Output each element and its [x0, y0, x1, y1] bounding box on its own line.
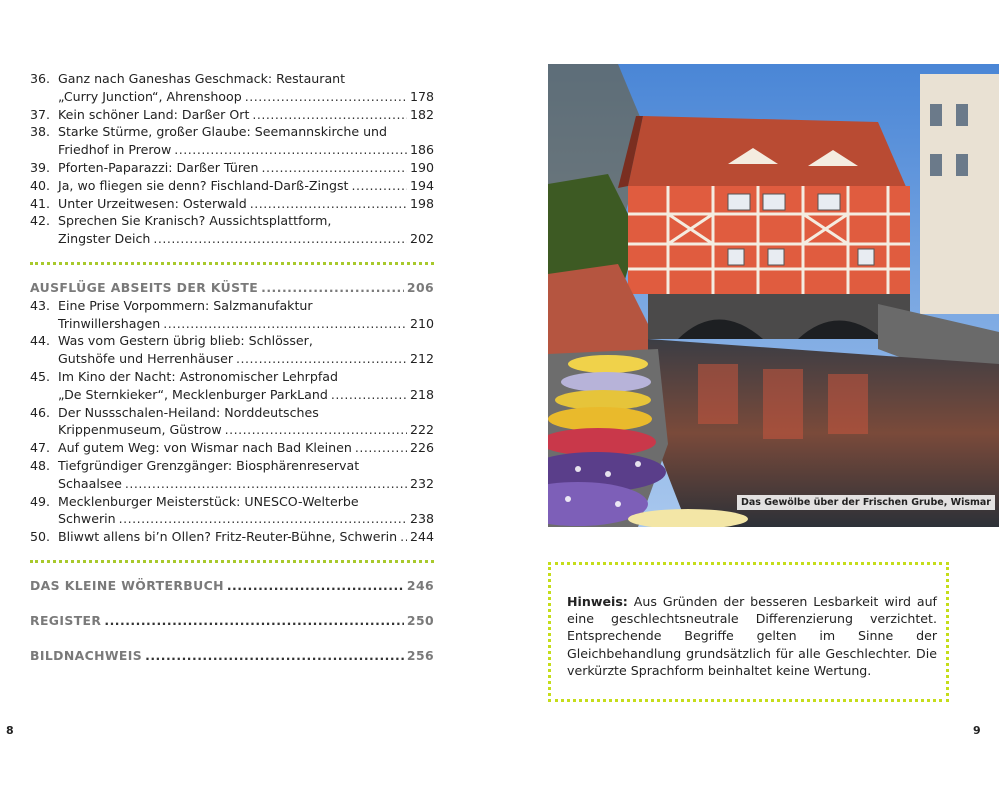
toc-entry-title: Im Kino der Nacht: Astronomischer Lehrpfad	[58, 368, 338, 384]
appendix-page-number: 256	[406, 647, 434, 663]
toc-entry-title: Mecklenburger Meisterstück: UNESCO-Welterbe	[58, 493, 359, 509]
section-heading[interactable]	[30, 279, 434, 297]
toc-entry-number: 38.	[30, 124, 51, 140]
toc-entry-line	[30, 195, 434, 213]
appendix-page-number: 246	[406, 577, 434, 593]
toc-entry-title: Starke Stürme, großer Glaube: Seemannskirche und	[58, 124, 388, 140]
toc-entry-title: Unter Urzeitwesen: Osterwald	[58, 195, 247, 211]
dot-leader	[236, 350, 407, 368]
photo-caption: Das Gewölbe über der Frischen Grube, Wismar	[737, 495, 995, 510]
toc-entry-title: Krippenmuseum, Güstrow	[58, 422, 222, 438]
appendix-title: REGISTER	[30, 612, 102, 628]
toc-entry-line	[30, 141, 434, 159]
toc-entry-line	[30, 528, 434, 546]
toc-entry-line	[30, 159, 434, 177]
appendix-page-number: 250	[406, 612, 434, 628]
toc-entry[interactable]	[30, 528, 434, 546]
toc-entry-title: „De Sternkieker“, Mecklenburger ParkLand	[58, 386, 328, 402]
toc-entry-number: 48.	[30, 457, 51, 473]
toc-entry-page-number: 202	[409, 231, 434, 247]
section-page-number: 206	[406, 279, 434, 295]
toc-entry[interactable]	[30, 332, 434, 368]
toc-entry[interactable]	[30, 212, 434, 248]
toc-entry-page-number: 232	[409, 475, 434, 491]
dot-leader	[400, 528, 407, 546]
photo-half-timbered-building	[548, 64, 999, 527]
toc-entry-number: 45.	[30, 368, 51, 384]
dot-leader	[153, 230, 407, 248]
appendix-list	[30, 577, 434, 664]
toc-entry-title: Sprechen Sie Kranisch? Aussichtsplattform,	[58, 213, 332, 229]
toc-entry-line	[30, 350, 434, 368]
toc-entry-line	[30, 123, 434, 141]
toc-entry[interactable]	[30, 177, 434, 195]
dot-leader	[355, 439, 407, 457]
toc-entry-page-number: 226	[409, 440, 434, 456]
toc-entry-number: 37.	[30, 106, 51, 122]
toc-entry-title: Auf gutem Weg: von Wismar nach Bad Kleinen	[58, 440, 352, 456]
toc-entry-line	[30, 106, 434, 124]
dotted-divider	[30, 262, 434, 265]
toc-entry[interactable]	[30, 195, 434, 213]
toc-entry[interactable]	[30, 493, 434, 529]
dotted-divider	[30, 560, 434, 563]
dot-leader	[252, 106, 407, 124]
dot-leader	[352, 177, 407, 195]
toc-entry-line	[30, 368, 434, 386]
toc-entry-line	[30, 493, 434, 511]
section-title: AUSFLÜGE ABSEITS DER KÜSTE	[30, 279, 259, 295]
page-number-left: 8	[6, 724, 14, 737]
toc-entry-number: 41.	[30, 195, 51, 211]
toc-entry-number: 39.	[30, 159, 51, 175]
toc-entry-title: Ja, wo fliegen sie denn? Fischland-Darß-Zingst	[58, 177, 349, 193]
toc-entry-title: Kein schöner Land: Darßer Ort	[58, 106, 250, 122]
right-page	[500, 0, 1000, 800]
toc-entry-title: Friedhof in Prerow	[58, 142, 172, 158]
dot-leader	[245, 88, 407, 106]
toc-entry-page-number: 210	[409, 315, 434, 331]
toc-entry-title: Zingster Deich	[58, 231, 151, 247]
toc-entry-number: 44.	[30, 333, 51, 349]
toc-entry[interactable]	[30, 457, 434, 493]
toc-entry-number: 49.	[30, 493, 51, 509]
toc-entry[interactable]	[30, 297, 434, 333]
toc-entry-title: Trinwillershagen	[58, 315, 161, 331]
toc-entry-line	[30, 386, 434, 404]
note-box	[548, 562, 949, 702]
dot-leader	[163, 315, 407, 333]
toc-entry-title: Schwerin	[58, 511, 116, 527]
dot-leader	[174, 141, 407, 159]
toc-entry-line	[30, 177, 434, 195]
toc-entry-number: 42.	[30, 213, 51, 229]
toc-entry[interactable]	[30, 123, 434, 159]
toc-entry-line	[30, 297, 434, 315]
dot-leader	[125, 475, 407, 493]
toc-entry-line	[30, 510, 434, 528]
toc-entry-title: Eine Prise Vorpommern: Salzmanufaktur	[58, 297, 313, 313]
toc-entry-line	[30, 421, 434, 439]
toc-entry-title: „Curry Junction“, Ahrenshoop	[58, 88, 242, 104]
toc-entry-line	[30, 332, 434, 350]
table-of-contents	[30, 70, 434, 681]
toc-entry-number: 47.	[30, 440, 51, 456]
note-text-block	[567, 593, 937, 679]
toc-entry-line	[30, 439, 434, 457]
toc-entry-line	[30, 230, 434, 248]
toc-entry-page-number: 212	[409, 351, 434, 367]
toc-entry-page-number: 218	[409, 386, 434, 402]
note-label: Hinweis:	[567, 594, 628, 609]
toc-group-coast	[30, 70, 434, 248]
appendix-entry[interactable]	[30, 577, 434, 595]
dot-leader	[104, 612, 404, 630]
dot-leader	[250, 195, 407, 213]
appendix-title: DAS KLEINE WÖRTERBUCH	[30, 577, 224, 593]
toc-entry-line	[30, 457, 434, 475]
appendix-entry[interactable]	[30, 612, 434, 630]
toc-entry-number: 40.	[30, 177, 51, 193]
toc-entry-page-number: 182	[409, 106, 434, 122]
appendix-title: BILDNACHWEIS	[30, 647, 143, 663]
toc-entry[interactable]	[30, 106, 434, 124]
toc-entry-line	[30, 475, 434, 493]
toc-entry-page-number: 178	[409, 88, 434, 104]
toc-entry-page-number: 198	[409, 195, 434, 211]
toc-entry-title: Schaalsee	[58, 475, 122, 491]
toc-entry-line	[30, 88, 434, 106]
toc-entry-title: Pforten-Paparazzi: Darßer Türen	[58, 159, 259, 175]
dot-leader	[261, 279, 404, 297]
toc-entry-number: 46.	[30, 404, 51, 420]
toc-entry-title: Tiefgründiger Grenzgänger: Biosphärenreservat	[58, 457, 360, 473]
appendix-entry[interactable]	[30, 647, 434, 665]
toc-entry[interactable]	[30, 439, 434, 457]
toc-entry-line	[30, 315, 434, 333]
dot-leader	[261, 159, 406, 177]
dot-leader	[331, 386, 407, 404]
toc-entry-line	[30, 212, 434, 230]
toc-entry[interactable]	[30, 70, 434, 106]
toc-entry-title: Der Nussschalen-Heiland: Norddeutsches	[58, 404, 319, 420]
toc-group-excursions	[30, 297, 434, 546]
dot-leader	[225, 421, 407, 439]
toc-entry-line	[30, 70, 434, 88]
toc-entry-number: 43.	[30, 297, 51, 313]
toc-entry-page-number: 238	[409, 511, 434, 527]
toc-entry-number: 36.	[30, 71, 51, 86]
dot-leader	[145, 647, 404, 665]
toc-entry-title: Was vom Gestern übrig blieb: Schlösser,	[58, 333, 313, 349]
note-body: Aus Gründen der besseren Lesbarkeit wird auf eine geschlechtsneutrale Differenzierung verzichtet. Entsprechende Begriffe gelten im Sinne der Gleichbehandlung grundsätzlich für alle Geschlechter. Die verkürzte Sprachform beinhaltet keine Wertung.	[567, 594, 937, 678]
toc-entry-line	[30, 404, 434, 422]
toc-entry[interactable]	[30, 159, 434, 177]
dot-leader	[227, 577, 404, 595]
toc-entry-page-number: 244	[409, 529, 434, 545]
toc-entry[interactable]	[30, 368, 434, 404]
toc-entry-page-number: 222	[409, 422, 434, 438]
page-number-right: 9	[973, 724, 981, 737]
toc-entry-title: Ganz nach Ganeshas Geschmack: Restaurant	[58, 71, 346, 86]
dot-leader	[119, 510, 407, 528]
toc-entry-title: Bliwwt allens bi’n Ollen? Fritz-Reuter-Bühne, Schwerin	[58, 529, 398, 545]
toc-entry-number: 50.	[30, 529, 51, 545]
toc-entry-page-number: 190	[409, 159, 434, 175]
toc-entry[interactable]	[30, 404, 434, 440]
toc-entry-page-number: 186	[409, 142, 434, 158]
toc-entry-title: Gutshöfe und Herrenhäuser	[58, 351, 234, 367]
toc-entry-page-number: 194	[409, 177, 434, 193]
